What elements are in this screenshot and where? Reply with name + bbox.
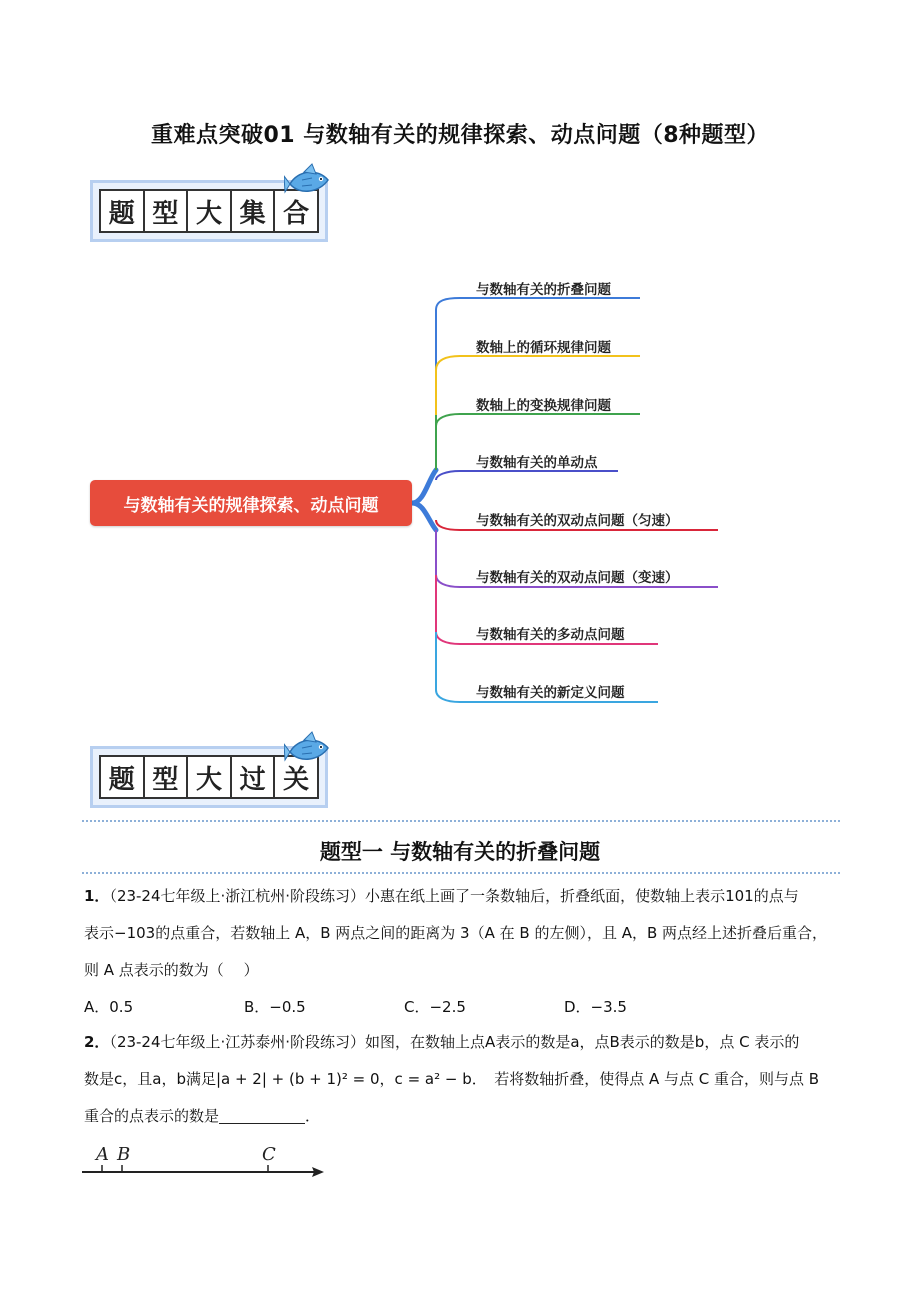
page-title: 重难点突破01 与数轴有关的规律探索、动点问题（8种题型）: [150, 123, 770, 148]
label-c: C: [262, 1144, 276, 1165]
divider-top: [82, 820, 840, 822]
fish-icon: [284, 728, 336, 772]
question-2: [84, 1024, 840, 1135]
question-text: 重合的点表示的数是: [84, 1107, 220, 1125]
mindmap-root: 与数轴有关的规律探索、动点问题: [90, 480, 412, 526]
label-a: A: [96, 1144, 109, 1165]
question-number: 2．: [84, 1033, 110, 1051]
banner-char: 集: [232, 191, 276, 231]
option-c: C．−2.5: [404, 998, 466, 1016]
answer-blank[interactable]: [219, 1107, 305, 1124]
question-text-end: ．: [305, 1107, 321, 1125]
banner-char: 合: [283, 198, 310, 229]
banner-char: 大: [188, 191, 232, 231]
number-line-figure: [80, 1140, 330, 1180]
mindmap-branch-transform: 数轴上的变换规律问题: [476, 398, 611, 414]
banner-char: 型: [145, 191, 189, 231]
question-text: 表示−103的点重合，若数轴上 A，B 两点之间的距离为 3（A 在 B 的左侧），且 A，B 两点经上述折叠后重合，: [84, 924, 828, 942]
question-text: 则 A 点表示的数为（ ）: [84, 961, 259, 979]
mindmap-branch-double-uniform: 与数轴有关的双动点问题（匀速）: [476, 513, 679, 529]
banner-char: 题: [101, 191, 145, 231]
banner-char: 过: [232, 757, 276, 797]
mindmap-branch-new-definition: 与数轴有关的新定义问题: [476, 685, 625, 701]
divider-bottom: [82, 872, 840, 874]
banner-char: 关: [283, 764, 310, 795]
option-d: D．−3.5: [564, 998, 627, 1016]
mindmap-branch-single-point: 与数轴有关的单动点: [476, 455, 598, 471]
mindmap-branch-folding: 与数轴有关的折叠问题: [476, 282, 611, 298]
question-text: （23-24七年级上·浙江杭州·阶段练习）小惠在纸上画了一条数轴后，折叠纸面，使数轴上表示101的点与: [109, 887, 799, 905]
option-b: B．−0.5: [244, 998, 306, 1016]
banner-char: 大: [188, 757, 232, 797]
banner-char: 题: [101, 757, 145, 797]
label-b: B: [117, 1144, 131, 1165]
question-text: （23-24七年级上·江苏泰州·阶段练习）如图，在数轴上点A表示的数是a，点B表示的数是b，点 C 表示的: [109, 1033, 800, 1051]
option-a: A．0.5: [84, 998, 134, 1016]
question-text: 数是c，且a，b满足|a + 2| + (b + 1)² = 0，c = a² − b． 若将数轴折叠，使得点 A 与点 C 重合，则与点 B: [84, 1070, 820, 1088]
banner-char: 型: [145, 757, 189, 797]
mindmap-branch-multi-point: 与数轴有关的多动点问题: [476, 627, 625, 643]
mindmap-branch-double-variable: 与数轴有关的双动点问题（变速）: [476, 570, 679, 586]
question-1: [84, 878, 840, 989]
section-title: 题型一 与数轴有关的折叠问题: [319, 840, 601, 864]
mindmap-branch-cyclic: 数轴上的循环规律问题: [476, 340, 611, 356]
question-number: 1．: [84, 887, 110, 905]
